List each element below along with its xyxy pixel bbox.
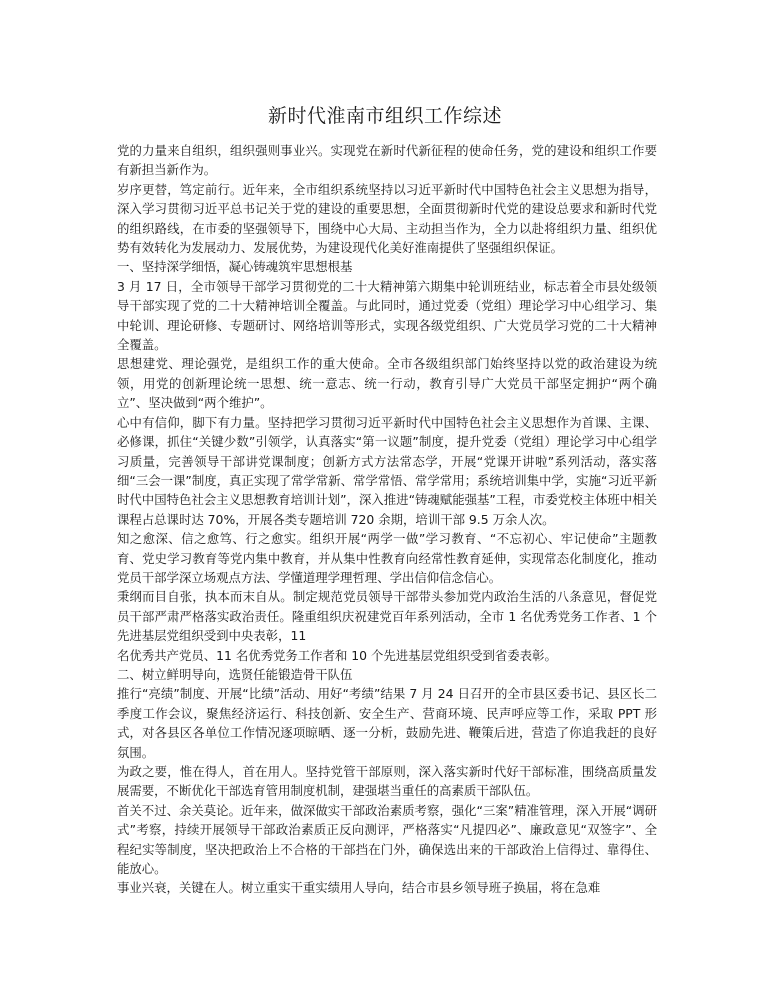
document-title: 新时代淮南市组织工作综述 <box>267 105 502 127</box>
document-body <box>117 141 657 898</box>
paragraph: 首关不过、余关莫论。近年来，做深做实干部政治素质考察，强化“三案”精准管理，深入开展“调研式”考察，持续开展领导干部政治素质正反向测评，严格落实“凡提四必”、廉政意见“双签字”、全程纪实等制度，坚决把政治上不合格的干部挡在门外，确保选出来的干部政治上信得过、靠得住、能放心。 <box>117 802 657 877</box>
paragraph: 3 月 17 日，全市领导干部学习贯彻党的二十大精神第六期集中轮训班结业，标志着全市县处级领导干部实现了党的二十大精神培训全覆盖。与此同时，通过党委（党组）理论学习中心组学习、集中轮训、理论研修、专题研讨、网络培训等形式，实现各级党组织、广大党员学习党的二十大精神全覆盖。 <box>117 278 657 353</box>
paragraph: 党的力量来自组织，组织强则事业兴。实现党在新时代新征程的使命任务，党的建设和组织工作要有新担当新作为。 <box>117 143 657 178</box>
paragraph: 思想建党、理论强党，是组织工作的重大使命。全市各级组织部门始终坚持以党的政治建设为统领，用党的创新理论统一思想、统一意志、统一行动，教育引导广大党员干部坚定拥护“两个确立”、坚决做到“两个维护”。 <box>117 356 657 411</box>
paragraph: 为政之要，惟在得人，首在用人。坚持党管干部原则，深入落实新时代好干部标准，围绕高质量发展需要，不断优化干部选育管用制度机制，建强堪当重任的高素质干部队伍。 <box>117 764 657 799</box>
paragraph: 心中有信仰，脚下有力量。坚持把学习贯彻习近平新时代中国特色社会主义思想作为首课、主课、必修课，抓住“关键少数”引领学，认真落实“第一议题”制度，提升党委（党组）理论学习中心组学习质量，完善领导干部讲党课制度；创新方式方法常态学，开展“党课开讲啦”系列活动，落实落细“三会一课”制度，真正实现了常学常新、常学常悟、常学常用；系统培训集中学，实施“习近平新时代中国特色社会主义思想教育培训计划”，深入推进“铸魂赋能强基”工程，市委党校主体班中相关课程占总课时达 70%，开展各类专题培训 720 余期，培训干部 9.5 万余人次。 <box>117 414 657 527</box>
section-heading: 一、坚持深学细悟，凝心铸魂筑牢思想根基 <box>117 259 353 275</box>
paragraph: 岁序更替，笃定前行。近年来，全市组织系统坚持以习近平新时代中国特色社会主义思想为指导，深入学习贯彻习近平总书记关于党的建设的重要思想，全面贯彻新时代党的建设总要求和新时代党的组织路线，在市委的坚强领导下，围绕中心大局、主动担当作为，全力以赴将组织力量、组织优势有效转化为发展动力、发展优势，为建设现代化美好淮南提供了坚强组织保证。 <box>117 181 657 256</box>
paragraph: 事业兴衰，关键在人。树立重实干重实绩用人导向，结合市县乡领导班子换届，将在急难 <box>117 880 601 896</box>
paragraph: 名优秀共产党员、11 名优秀党务工作者和 10 个先进基层党组织受到省委表彰。 <box>117 647 557 663</box>
paragraph: 秉纲而目自张，执本而末自从。制定规范党员领导干部带头参加党内政治生活的八条意见，督促党员干部严肃严格落实政治责任。隆重组织庆祝建党百年系列活动，全市 1 名优秀党务工作者、1 个先进基层党组织受到中央表彰，11 <box>117 589 657 644</box>
paragraph: 知之愈深、信之愈笃、行之愈实。组织开展“两学一做”学习教育、“不忘初心、牢记使命”主题教育、党史学习教育等党内集中教育，并从集中性教育向经常性教育延伸，实现常态化制度化，推动党员干部学深立场观点方法、学懂道理学理哲理、学出信仰信念信心。 <box>117 531 657 585</box>
section-heading: 二、树立鲜明导向，选贤任能锻造骨干队伍 <box>117 666 353 682</box>
paragraph: 推行“亮绩”制度、开展“比绩”活动、用好“考绩”结果 7 月 24 日召开的全市县区委书记、县区长二季度工作会议，聚焦经济运行、科技创新、安全生产、营商环境、民声呼应等工作，采取 PPT 形式，对各县区各单位工作情况逐项晾晒、逐一分析，鼓励先进、鞭策后进，营造了你追我赶的良好氛围。 <box>117 686 657 760</box>
